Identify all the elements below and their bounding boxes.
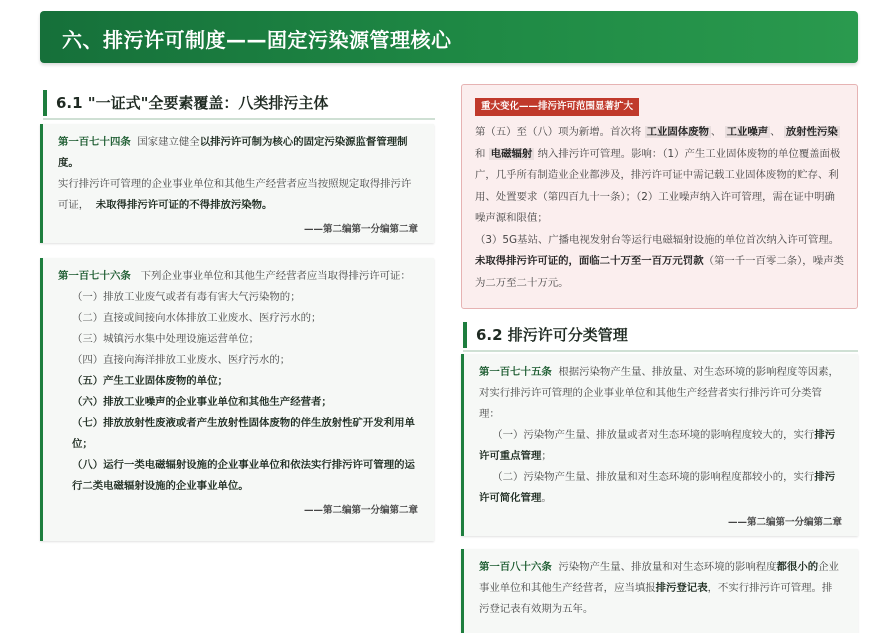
list-item: （四）直接向海洋排放工业废水、医疗污水的； xyxy=(72,354,291,366)
article-text: 国家建立健全 xyxy=(137,136,200,148)
list-item xyxy=(479,425,842,467)
article-text: ，不实行排污许可管理。排污登记表有效期为五年。 xyxy=(479,582,833,615)
article-source: ——第二编第一分编第二章 xyxy=(727,517,842,528)
article-source: ——第二编第一分编第二章 xyxy=(303,505,418,516)
article-176-card xyxy=(40,258,434,541)
callout-body xyxy=(475,122,844,230)
major-change-tag: 重大变化——排污许可范围显著扩大 xyxy=(475,98,639,116)
article-emphasis: 排污登记表 xyxy=(655,582,708,594)
section-6-1-divider xyxy=(43,118,435,120)
callout-body-2 xyxy=(475,230,844,295)
article-number: 第一百七十四条 xyxy=(58,136,131,148)
article-186-body xyxy=(479,557,842,620)
highlight-term: 放射性污染 xyxy=(785,126,838,138)
article-186-card xyxy=(461,549,858,633)
list-item-text: （一）污染物产生量、排放量或者对生态环境的影响程度较大的，实行 xyxy=(492,429,815,441)
section-6-1-title: 6.1 "一证式"全要素覆盖：八类排污主体 xyxy=(43,90,328,116)
article-number: 第一百七十六条 xyxy=(58,270,131,282)
major-change-callout xyxy=(461,84,858,309)
callout-text: （3）5G基站、广播电视发射台等运行电磁辐射设施的单位首次纳入许可管理。 xyxy=(475,233,840,246)
article-emphasis: 未取得排污许可证的不得排放污染物。 xyxy=(95,199,273,211)
article-176-intro xyxy=(58,266,418,287)
conjunction: 和 xyxy=(475,147,486,160)
article-number: 第一百八十六条 xyxy=(479,561,552,573)
punctuation: ； xyxy=(541,450,552,462)
article-text: 根据污染物产生量、排放量、对生态环境的影响程度等因素，对实行排污许可管理的企业事业单位和其他生产经营者实行排污许可分类管理： xyxy=(479,366,839,420)
article-174-card xyxy=(40,124,434,243)
list-item-new: （五）产生工业固体废物的单位； xyxy=(72,375,228,387)
section-6-2-divider xyxy=(463,350,858,352)
article-emphasis: 都很小的 xyxy=(776,561,819,573)
highlight-term: 工业噪声 xyxy=(726,126,769,138)
separator: 、 xyxy=(770,126,781,138)
punctuation: 。 xyxy=(541,492,552,504)
article-text: 污染物产生量、排放量和对生态环境的影响程度 xyxy=(558,561,777,573)
banner-title: 六、排污许可制度——固定污染源管理核心 xyxy=(62,28,452,52)
article-175-intro xyxy=(479,362,842,425)
list-item: （一）排放工业废气或者有毒有害大气污染物的； xyxy=(72,291,301,303)
article-174-body-2 xyxy=(58,174,418,216)
article-174-body xyxy=(58,132,418,174)
article-text: 企业事业单位和其他生产经营者，应当填报 xyxy=(479,561,839,594)
list-item-emphasis: 排污许可重点管理 xyxy=(479,429,836,462)
section-6-2-title: 6.2 排污许可分类管理 xyxy=(463,322,628,348)
separator: 、 xyxy=(710,126,722,138)
list-item-text: （二）污染物产生量、排放量和对生态环境的影响程度都较小的，实行 xyxy=(492,471,815,483)
article-175-card xyxy=(461,354,858,536)
article-number: 第一百七十五条 xyxy=(479,366,552,378)
article-text: 实行排污许可管理的企业事业单位和其他生产经营者应当按照规定取得排污许可证， xyxy=(58,178,412,211)
section-banner xyxy=(40,11,858,63)
highlight-term: 电磁辐射 xyxy=(490,147,533,160)
callout-emphasis: 未取得排污许可证的，面临二十万至一百万元罚款 xyxy=(475,255,704,267)
article-text: 下列企业事业单位和其他生产经营者应当取得排污许可证： xyxy=(140,270,411,282)
highlight-term: 工业固体废物 xyxy=(646,126,709,138)
callout-text: （第一千一百零二条），噪声类为二万至二十万元。 xyxy=(475,255,844,289)
list-item-new: （七）排放放射性废液或者产生放射性固体废物的伴生放射性矿开发利用单位； xyxy=(72,417,415,450)
article-source: ——第二编第一分编第二章 xyxy=(303,224,418,235)
list-item xyxy=(479,467,842,509)
callout-text: 第（五）至（八）项为新增。首次将 xyxy=(475,126,642,138)
list-item: （三）城镇污水集中处理设施运营单位； xyxy=(72,333,260,345)
article-emphasis: 以排污许可制为核心的固定污染源监督管理制度。 xyxy=(58,136,408,169)
list-item-emphasis: 排污许可简化管理 xyxy=(479,471,836,504)
list-item-new: （八）运行一类电磁辐射设施的企业事业单位和依法实行排污许可管理的运行二类电磁辐射设施的企业事业单位。 xyxy=(72,459,415,492)
callout-text: 纳入排污许可管理。影响：（1）产生工业固体废物的单位覆盖面极广，几乎所有制造业企业都涉及，排污许可证中需记载工业固体废物的贮存、利用、处置要求（第四百九十一条）；（2）工业噪声纳入许可管理，需在证中明确噪声源和限值； xyxy=(475,147,841,224)
list-item: （二）直接或间接向水体排放工业废水、医疗污水的； xyxy=(72,312,322,324)
list-item-new: （六）排放工业噪声的企业事业单位和其他生产经营者； xyxy=(72,396,332,408)
